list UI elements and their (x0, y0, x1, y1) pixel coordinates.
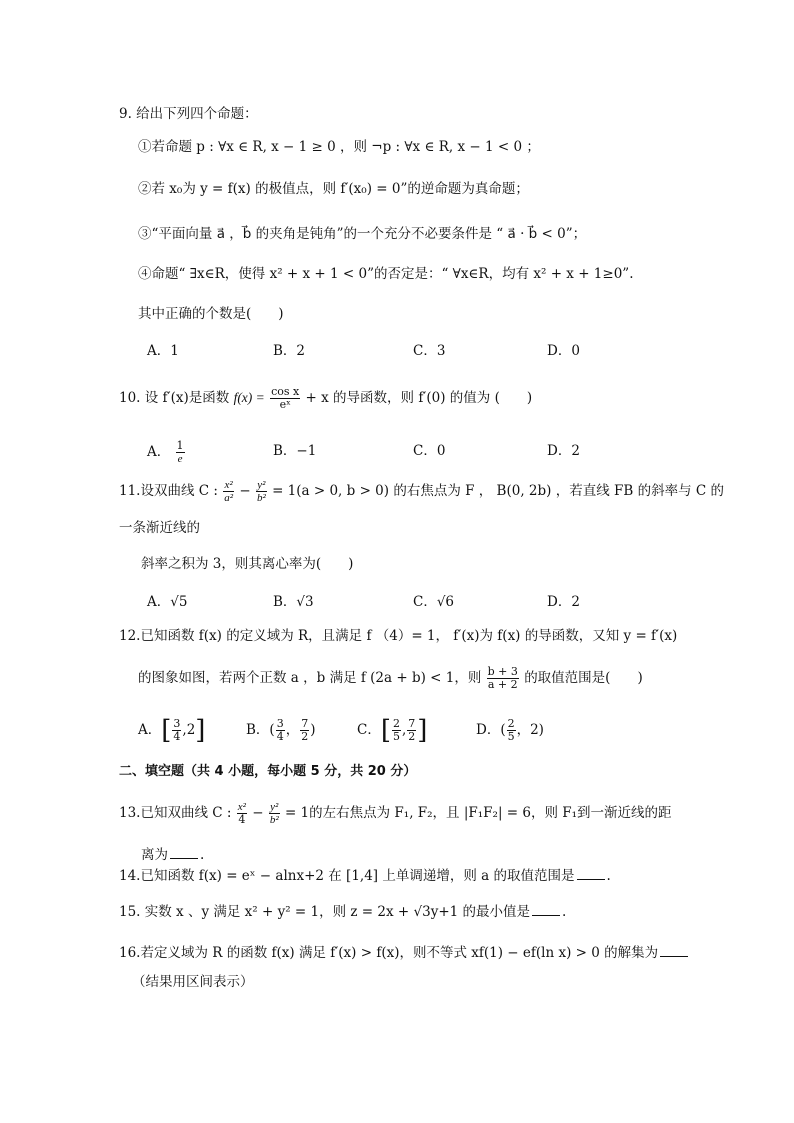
q12-line-2-post: 的取值范围是( ) (524, 670, 643, 686)
q11-fx-num: x² (224, 479, 233, 491)
q13-answer-blank (170, 846, 198, 859)
q11-line-2: 一条渐近线的 (119, 520, 200, 536)
q11-option-c: C．√6 (413, 594, 455, 610)
q12-fraction-num: b + 3 (487, 665, 518, 678)
q10-option-a-num: 1 (176, 439, 184, 452)
q9-option-c: C．3 (413, 343, 446, 359)
q11-line-3: 斜率之积为 3，则其离心率为( ) (141, 556, 354, 572)
q13-fx-num: x² (237, 801, 246, 813)
q10-fraction-num: cos x (271, 385, 300, 398)
q13-line-2 (141, 845, 204, 865)
q14-text: 14.已知函数 f(x) = eˣ − alnx+2 在 [1,4] 上单调递增，则 a 的取值范围是 (119, 868, 575, 884)
q12-option-d-tail: ，2) (516, 722, 544, 738)
q12-option-b (246, 712, 315, 748)
q12-option-c-num-2: 7 (408, 717, 416, 730)
q12-option-c (357, 712, 427, 749)
q12-option-c-mid: , (402, 722, 407, 738)
q15-text: 15. 实数 x 、y 满足 x² + y² = 1，则 z = 2x + √3y+1 的最小值是 (119, 904, 531, 920)
q10-pre: 10. 设 f′(x)是函数 (119, 390, 230, 406)
q13-end: . (200, 847, 205, 863)
q14-end: . (606, 868, 611, 884)
q13-post: = 1的左右焦点为 F₁, F₂，且 |F₁F₂| = 6，则 F₁到一渐近线的距 (284, 805, 672, 821)
q10-option-d: D．2 (547, 443, 580, 459)
q9-option-b: B．2 (273, 343, 306, 359)
q11-fraction-x (223, 479, 234, 504)
q11-option-d: D．2 (547, 594, 580, 610)
q10-option-a-fraction (176, 440, 185, 465)
q12-option-c-label: C． (357, 722, 381, 738)
q12-option-c-fraction-1 (392, 718, 401, 743)
q12-option-a (138, 712, 205, 749)
q15-answer-blank (532, 903, 560, 916)
q12-option-d (476, 712, 544, 748)
q12-option-a-tail: ,2 (182, 722, 196, 738)
q14-answer-blank (577, 867, 605, 880)
q12-option-a-label: A． (138, 722, 162, 738)
q10-option-a (147, 434, 186, 470)
section-2-heading: 二、填空题（共 4 小题，每小题 5 分，共 20 分） (119, 764, 417, 779)
q11-minus: − (239, 483, 251, 499)
q11-post: = 1(a > 0, b > 0) 的右焦点为 F ， B(0, 2b) ，若直线 FB 的斜率与 C 的 (272, 483, 724, 499)
q12-option-d-den: 5 (507, 730, 515, 743)
q16-text: 16.若定义域为 R 的函数 f(x) 满足 f′(x) > f(x)，则不等式 xf(1) − ef(ln x) > 0 的解集为 (119, 945, 659, 961)
q16-answer-blank (660, 944, 688, 957)
q12-option-d-fraction (507, 718, 516, 743)
q13-fraction-y (269, 801, 280, 826)
q12-option-c-right-bracket: ] (417, 715, 428, 746)
q12-option-a-right-bracket: ] (195, 715, 206, 746)
q12-option-b-num-1: 3 (276, 717, 284, 730)
q9-stem: 9. 给出下列四个命题： (119, 106, 258, 122)
q12-option-b-mid: ， (285, 722, 300, 738)
q12-option-a-left-bracket: [ (161, 715, 172, 746)
q12-option-c-fraction-2 (407, 718, 416, 743)
q9-option-a: A．1 (147, 343, 179, 359)
q12-option-d-num: 2 (507, 717, 515, 730)
q12-option-c-num-1: 2 (393, 717, 400, 730)
q13-minus: − (252, 805, 264, 821)
q13-fx-den: 4 (238, 813, 246, 826)
q16-stem (119, 943, 690, 963)
q12-line-2 (138, 659, 643, 697)
q10-option-b: B．−1 (273, 443, 317, 459)
q10-fraction (270, 386, 300, 411)
q12-fraction (487, 666, 519, 691)
q10-option-c: C．0 (413, 443, 446, 459)
q10-fx: f(x) = (233, 390, 265, 405)
q16-line-2: （结果用区间表示） (132, 974, 254, 990)
q13-fy-num: y² (270, 801, 279, 813)
q12-option-b-fraction-2 (300, 718, 309, 743)
q12-option-b-den-1: 4 (276, 730, 284, 743)
q13-fy-den: b² (269, 814, 279, 826)
q13-pre: 13.已知双曲线 C : (119, 805, 232, 821)
q10-post: + x 的导函数，则 f′(0) 的值为 ( ) (305, 390, 533, 406)
q12-option-b-label: B．( (246, 722, 275, 738)
q11-pre: 11.设双曲线 C : (119, 483, 218, 499)
q9-statement-4: ④命题“ ∃x∈R，使得 x² + x + 1 < 0”的否定是：“ ∀x∈R，均有 x² + x + 1≥0”. (138, 266, 634, 282)
q10-option-a-den: e (177, 453, 183, 465)
q12-option-b-tail: ) (310, 722, 316, 738)
q15-stem (119, 902, 566, 922)
q12-option-c-left-bracket: [ (380, 715, 391, 746)
q10-option-a-label: A． (147, 444, 171, 460)
q11-fy-num: y² (257, 479, 266, 491)
q12-option-b-den-2: 2 (301, 730, 309, 743)
q11-fy-den: b² (256, 492, 266, 504)
q9-ask: 其中正确的个数是( ) (138, 306, 284, 322)
q12-fraction-den: a + 2 (487, 678, 518, 691)
q12-option-a-num: 3 (173, 717, 181, 730)
q12-option-a-fraction (172, 718, 181, 743)
q11-fx-den: a² (224, 492, 234, 504)
q9-statement-3: ③“平面向量 a⃗ ，b⃗ 的夹角是钝角”的一个充分不必要条件是 “ a⃗ · b⃗ < 0”； (138, 226, 587, 242)
q12-option-b-fraction-1 (276, 718, 285, 743)
q12-option-a-den: 4 (173, 730, 181, 743)
q9-statement-2: ②若 x₀为 y = f(x) 的极值点，则 f′(x₀) = 0”的逆命题为真命题； (138, 181, 529, 197)
q14-stem (119, 866, 611, 886)
q12-option-c-den-2: 2 (408, 730, 416, 743)
q11-stem (119, 473, 724, 509)
q12-option-d-label: D．( (476, 722, 506, 738)
q13-stem (119, 794, 672, 832)
q11-option-b: B．√3 (273, 594, 314, 610)
q13-fraction-x (237, 801, 247, 826)
q12-line-2-pre: 的图象如图，若两个正数 a ，b 满足 f (2a + b) < 1，则 (138, 670, 482, 686)
q9-option-d: D．0 (547, 343, 580, 359)
q11-fraction-y (256, 479, 267, 504)
q10-fraction-den: eˣ (279, 398, 291, 411)
q12-line-1: 12.已知函数 f(x) 的定义域为 R，且满足 f （4）= 1， f′(x)为 f(x) 的导函数，又知 y = f′(x) (119, 628, 678, 644)
q12-option-c-den-1: 5 (393, 730, 400, 743)
q13-line-2-text: 离为 (141, 847, 168, 863)
q15-end: . (562, 904, 567, 920)
q12-option-b-num-2: 7 (301, 717, 309, 730)
q10-stem (119, 379, 532, 417)
q9-statement-1: ①若命题 p : ∀x ∈ R, x − 1 ≥ 0 ，则 ¬p : ∀x ∈ R, x − 1 < 0 ； (138, 139, 540, 155)
q11-option-a: A．√5 (147, 594, 188, 610)
